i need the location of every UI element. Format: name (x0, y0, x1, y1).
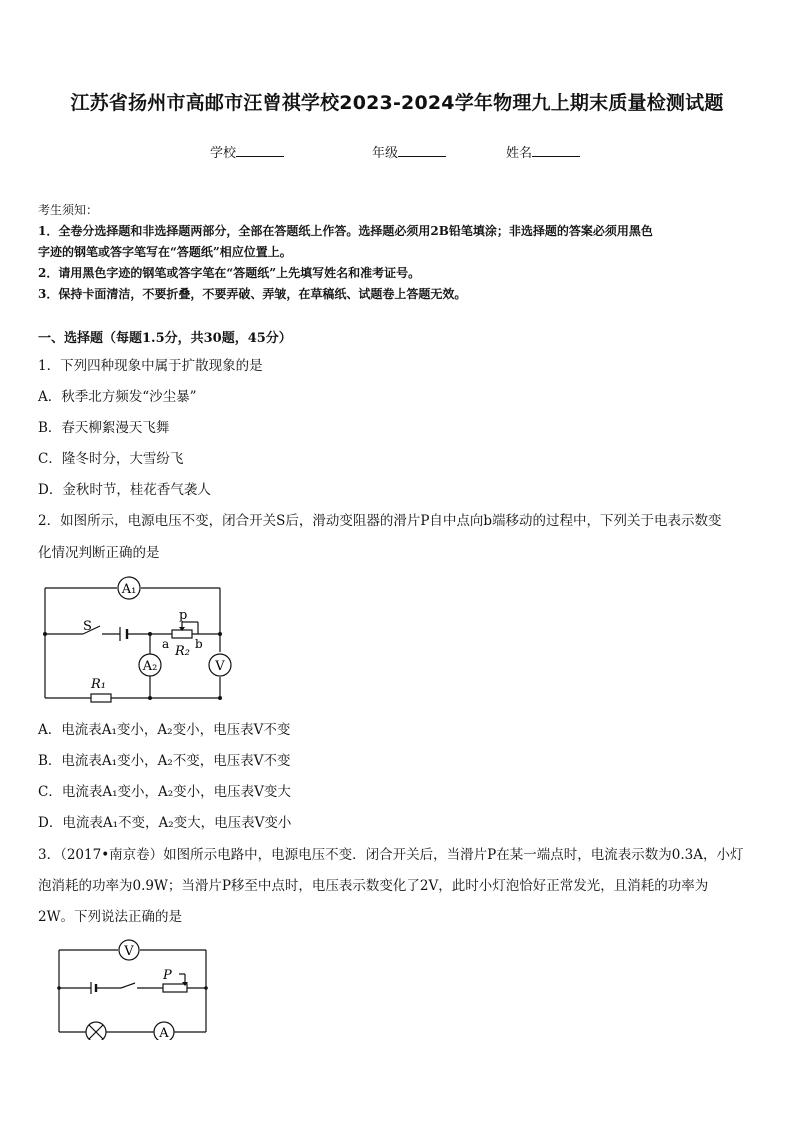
grade-field[interactable] (372, 142, 446, 161)
r2-label: R₂ (175, 644, 190, 659)
q3-ammeter-label: A (159, 1026, 169, 1040)
q2-stem-line1: 2．如图所示，电源电压不变，闭合开关S后，滑动变阻器的滑片P自中点向b端移动的过程中，下列关于电表示数变 (38, 513, 722, 529)
school-field[interactable] (210, 142, 284, 161)
terminal-b-label: b (195, 637, 203, 651)
q3-slider-p-label: P (163, 968, 172, 983)
q1-option-c: C．隆冬时分，大雪纷飞 (38, 451, 184, 467)
grade-blank[interactable] (398, 144, 446, 157)
q2-option-c: C．电流表A₁变小，A₂变小，电压表V变大 (38, 784, 291, 800)
notice-item1-line2: 字迹的钢笔或答字笔写在“答题纸”相应位置上。 (38, 245, 292, 259)
q1-option-d: D．金秋时节，桂花香气袭人 (38, 482, 211, 498)
section-heading: 一、选择题（每题1.5分，共30题，45分） (38, 331, 292, 346)
notice-item2: 2．请用黑色字迹的钢笔或答字笔在“答题纸”上先填写姓名和准考证号。 (38, 266, 421, 280)
q3-stem-line1: 3．（2017•南京卷）如图所示电路中，电源电压不变．闭合开关后，当滑片P在某一端点时，电流表示数为0.3A，小灯 (38, 847, 744, 863)
slider-p-label: p (179, 608, 188, 623)
q1-stem: 1．下列四种现象中属于扩散现象的是 (38, 358, 263, 374)
name-field[interactable] (506, 142, 580, 161)
name-label: 姓名 (506, 146, 533, 161)
notice-item3: 3．保持卡面清洁，不要折叠，不要弄破、弄皱，在草稿纸、试题卷上答题无效。 (38, 287, 467, 301)
q2-stem-line2: 化情况判断正确的是 (38, 545, 160, 561)
q2-option-a: A．电流表A₁变小，A₂变小，电压表V不变 (38, 722, 291, 738)
grade-label: 年级 (372, 146, 399, 161)
r1-label: R₁ (91, 677, 106, 692)
notice-heading: 考生须知： (38, 203, 99, 217)
ammeter-a1-label: A₁ (121, 582, 137, 597)
switch-label: S (83, 619, 92, 634)
q3-circuit-figure (55, 938, 215, 1040)
ammeter-a2-label: A₂ (142, 659, 158, 674)
q2-circuit-figure (38, 572, 248, 706)
page-title: 江苏省扬州市高邮市汪曾祺学校2023-2024学年物理九上期末质量检测试题 (70, 92, 724, 114)
school-blank[interactable] (236, 144, 284, 157)
q3-stem-line2: 泡消耗的功率为0.9W；当滑片P移至中点时，电压表示数变化了2V，此时小灯泡恰好正常发光，且消耗的功率为 (38, 878, 709, 894)
notice-item1-line1: 1．全卷分选择题和非选择题两部分，全部在答题纸上作答。选择题必须用2B铅笔填涂；非选择题的答案必须用黑色 (38, 224, 653, 238)
school-label: 学校 (210, 146, 237, 161)
terminal-a-label: a (162, 637, 170, 651)
q2-option-b: B．电流表A₁变小，A₂不变，电压表V不变 (38, 753, 291, 769)
q2-option-d: D．电流表A₁不变，A₂变大，电压表V变小 (38, 815, 292, 831)
name-blank[interactable] (532, 144, 580, 157)
q3-stem-line3: 2W。下列说法正确的是 (38, 909, 182, 925)
q1-option-a: A．秋季北方频发“沙尘暴” (38, 389, 197, 405)
q3-voltmeter-label: V (124, 944, 134, 959)
q1-option-b: B．春天柳絮漫天飞舞 (38, 420, 170, 436)
voltmeter-label: V (215, 659, 225, 674)
